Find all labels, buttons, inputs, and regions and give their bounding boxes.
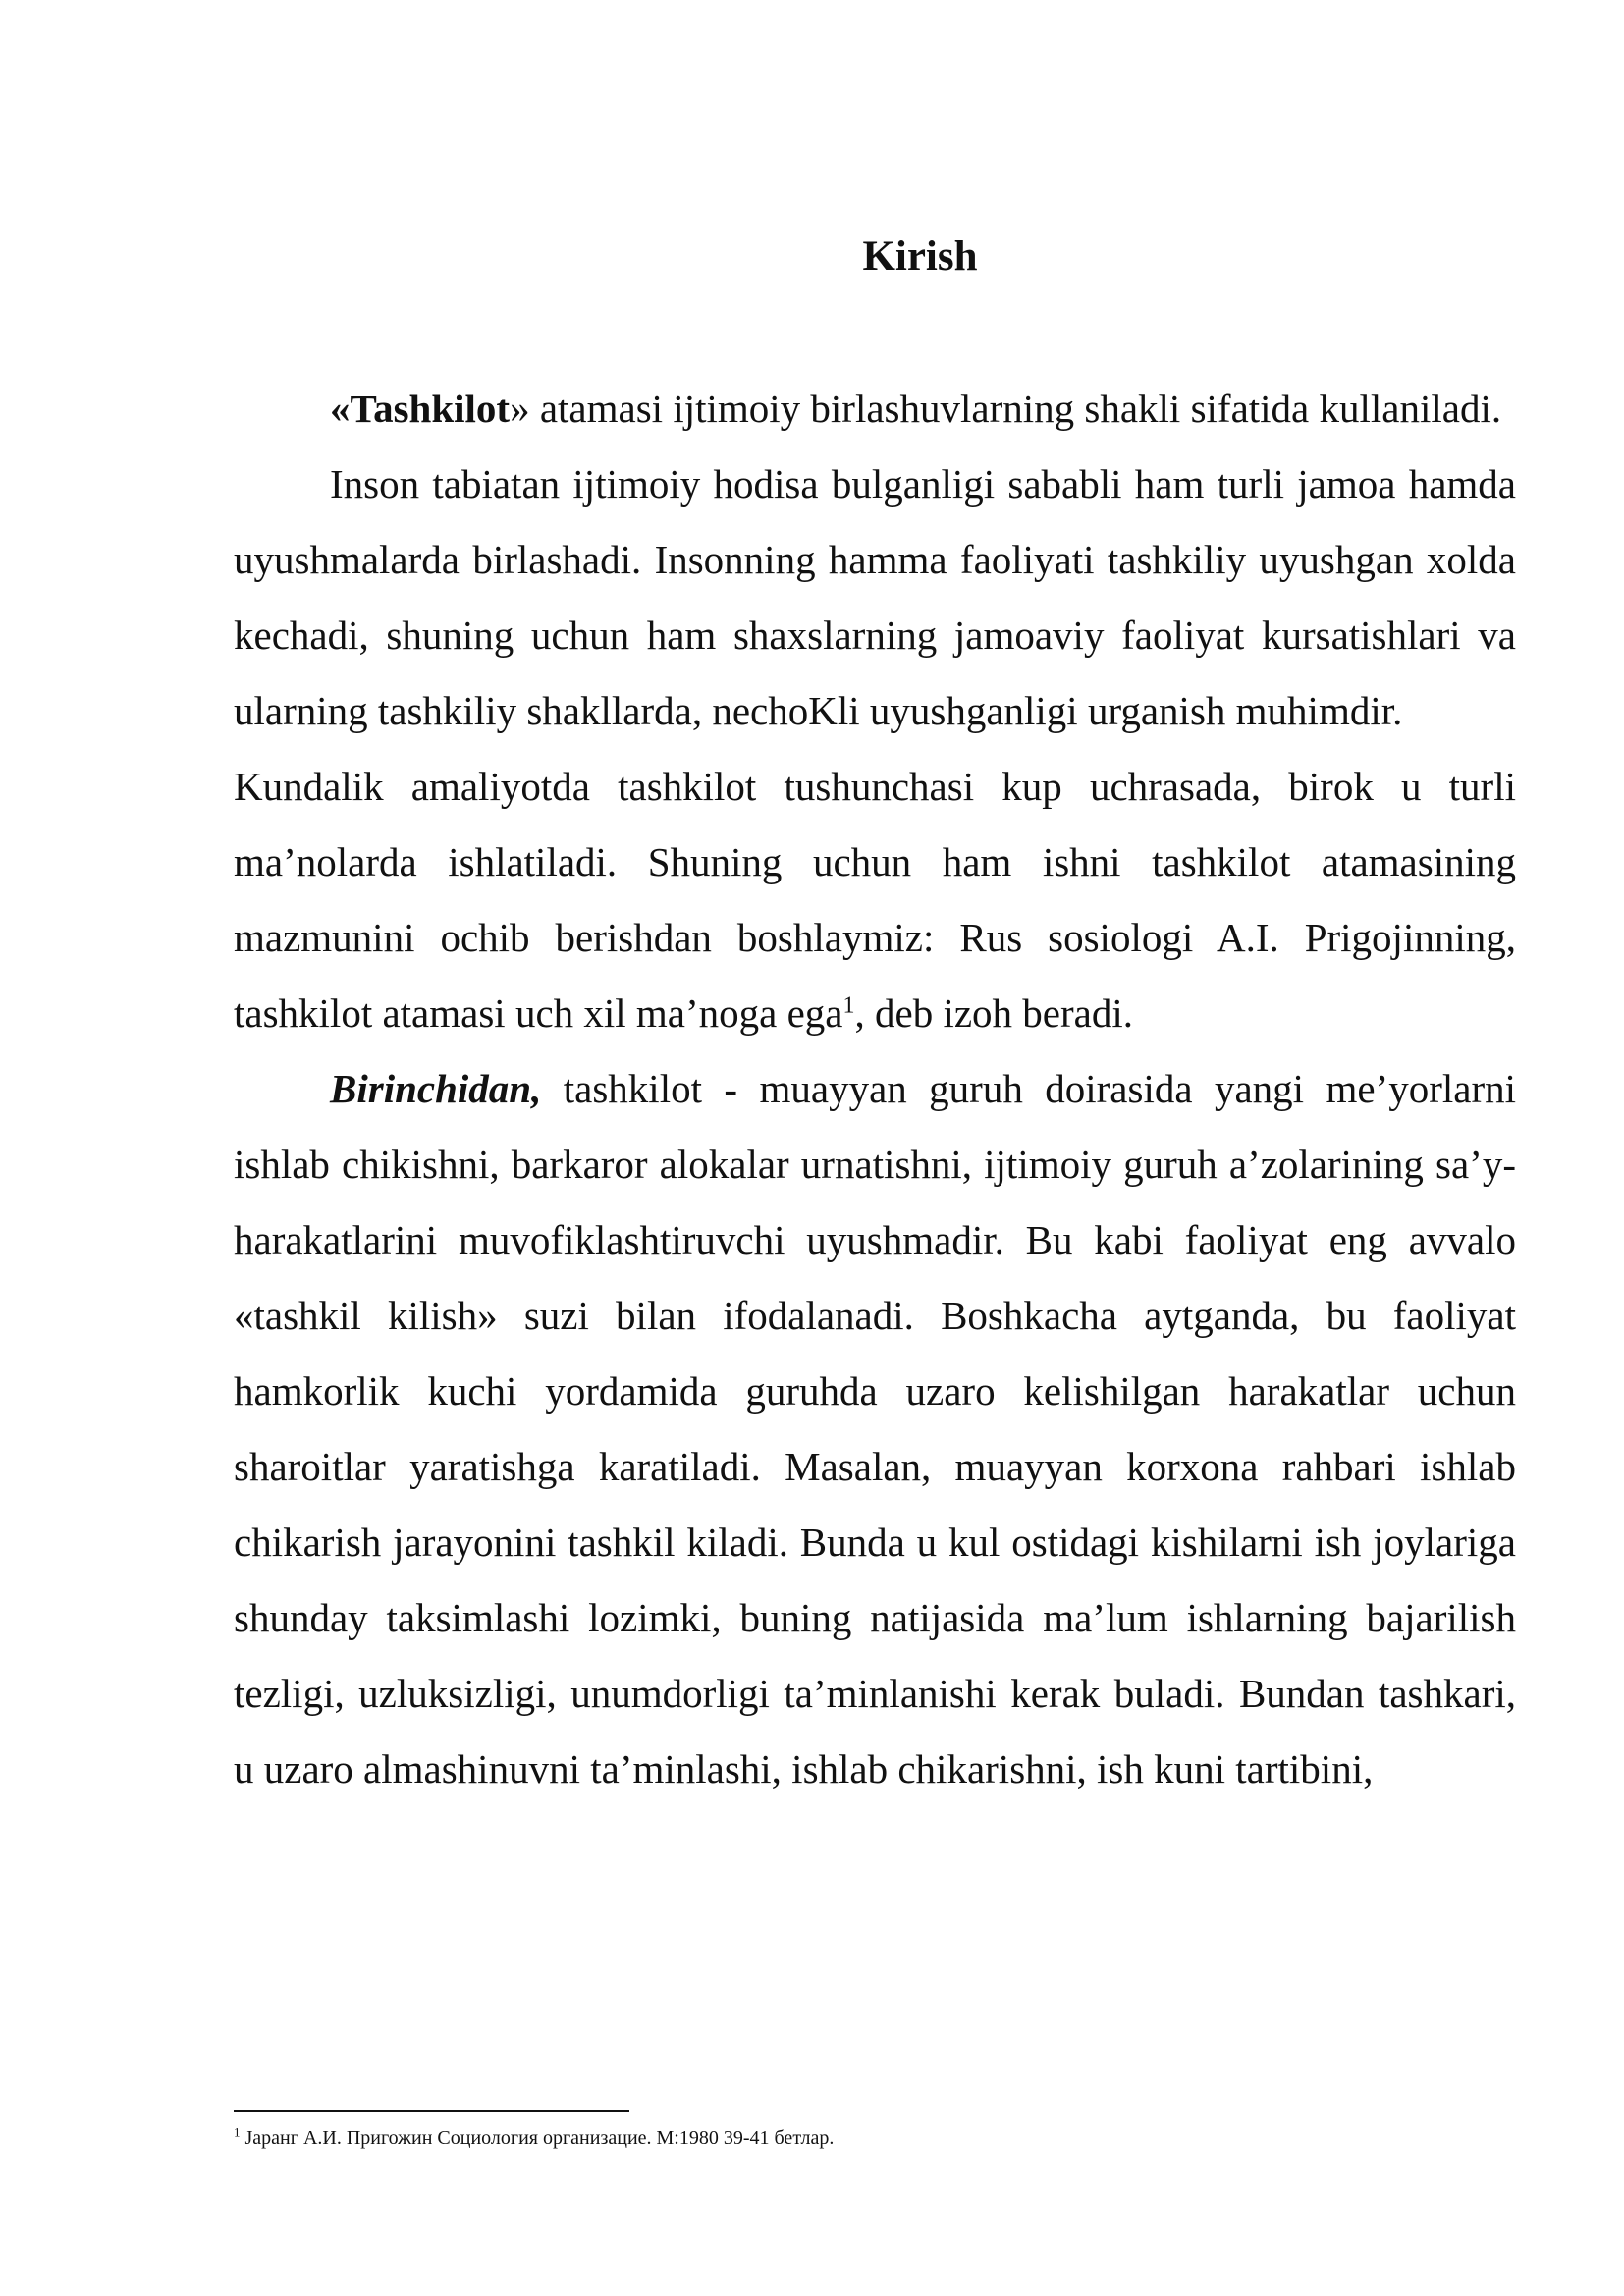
paragraph-4-text: tashkilot - muayyan guruh doirasida yangi me’yorlarni ishlab chikishni, barkaror alokalar urnatishni, ijtimoiy guruh a’zolarining sa’y-harakatlarini muvofiklashtiruvchi uyushmadir. Bu kabi faoliyat eng avvalo «tashkil kilish» suzi bilan ifodalanadi. Boshkacha aytganda, bu faoliyat hamkorlik kuchi yordamida guruhda uzaro kelishilgan harakatlar uchun sharoitlar yaratishga karatiladi. Masalan, muayyan korxona rahbari ishlab chikarish jarayonini tashkil kiladi. Bunda u kul ostidagi kishilarni ish joylariga shunday taksimlashi lozimki, buning natijasida ma’lum ishlarning bajarilish tezligi, uzluksizligi, unumdorligi ta’minlanishi kerak buladi. Bundan tashkari, u uzaro almashinuvni ta’minlashi, ishlab chikarishni, ish kuni tartibini, — [234, 1066, 1516, 1791]
lead-word-birinchidan: Birinchidan, — [330, 1066, 542, 1111]
paragraph-1-text: » atamasi ijtimoiy birlashuvlarning shakli sifatida kullaniladi. — [510, 386, 1502, 431]
term-tashkilot: «Tashkilot — [330, 386, 511, 431]
footnote-reference[interactable]: 1 — [842, 992, 855, 1019]
paragraph-3-tail: , deb izoh beradi. — [854, 990, 1133, 1036]
paragraph-1 — [234, 371, 1516, 447]
paragraph-4 — [234, 1051, 1516, 1807]
paragraph-3-text: Kundalik amaliyotda tashkilot tushunchasi kup uchrasada, birok u turli ma’nolarda ishlatiladi. Shuning uchun ham ishni tashkilot atamasining mazmunini ochib berishdan boshlaymiz: Rus sosiologi A.I. Prigojinning, tashkilot atamasi uch xil ma’noga ega — [234, 764, 1516, 1036]
footnote — [234, 2124, 1516, 2152]
paragraph-3 — [234, 749, 1516, 1051]
footnote-number: 1 — [234, 2124, 241, 2140]
page-title: Kirish — [862, 234, 978, 280]
body-text — [234, 371, 1516, 1807]
paragraph-2: Inson tabiatan ijtimoiy hodisa bulganligi sababli ham turli jamoa hamda uyushmalarda birlashadi. Insonning hamma faoliyati tashkiliy uyushgan xolda kechadi, shuning uchun ham shaxslarning jamoaviy faoliyat kursatishlari va ularning tashkiliy shakllarda, nechoKli uyushganligi urganish muhimdir. — [234, 461, 1516, 733]
footnote-text: Jаранг А.И. Пригожин Социология организацие. М:1980 39-41 бетлар. — [240, 2127, 835, 2149]
footnote-separator — [234, 2110, 629, 2112]
